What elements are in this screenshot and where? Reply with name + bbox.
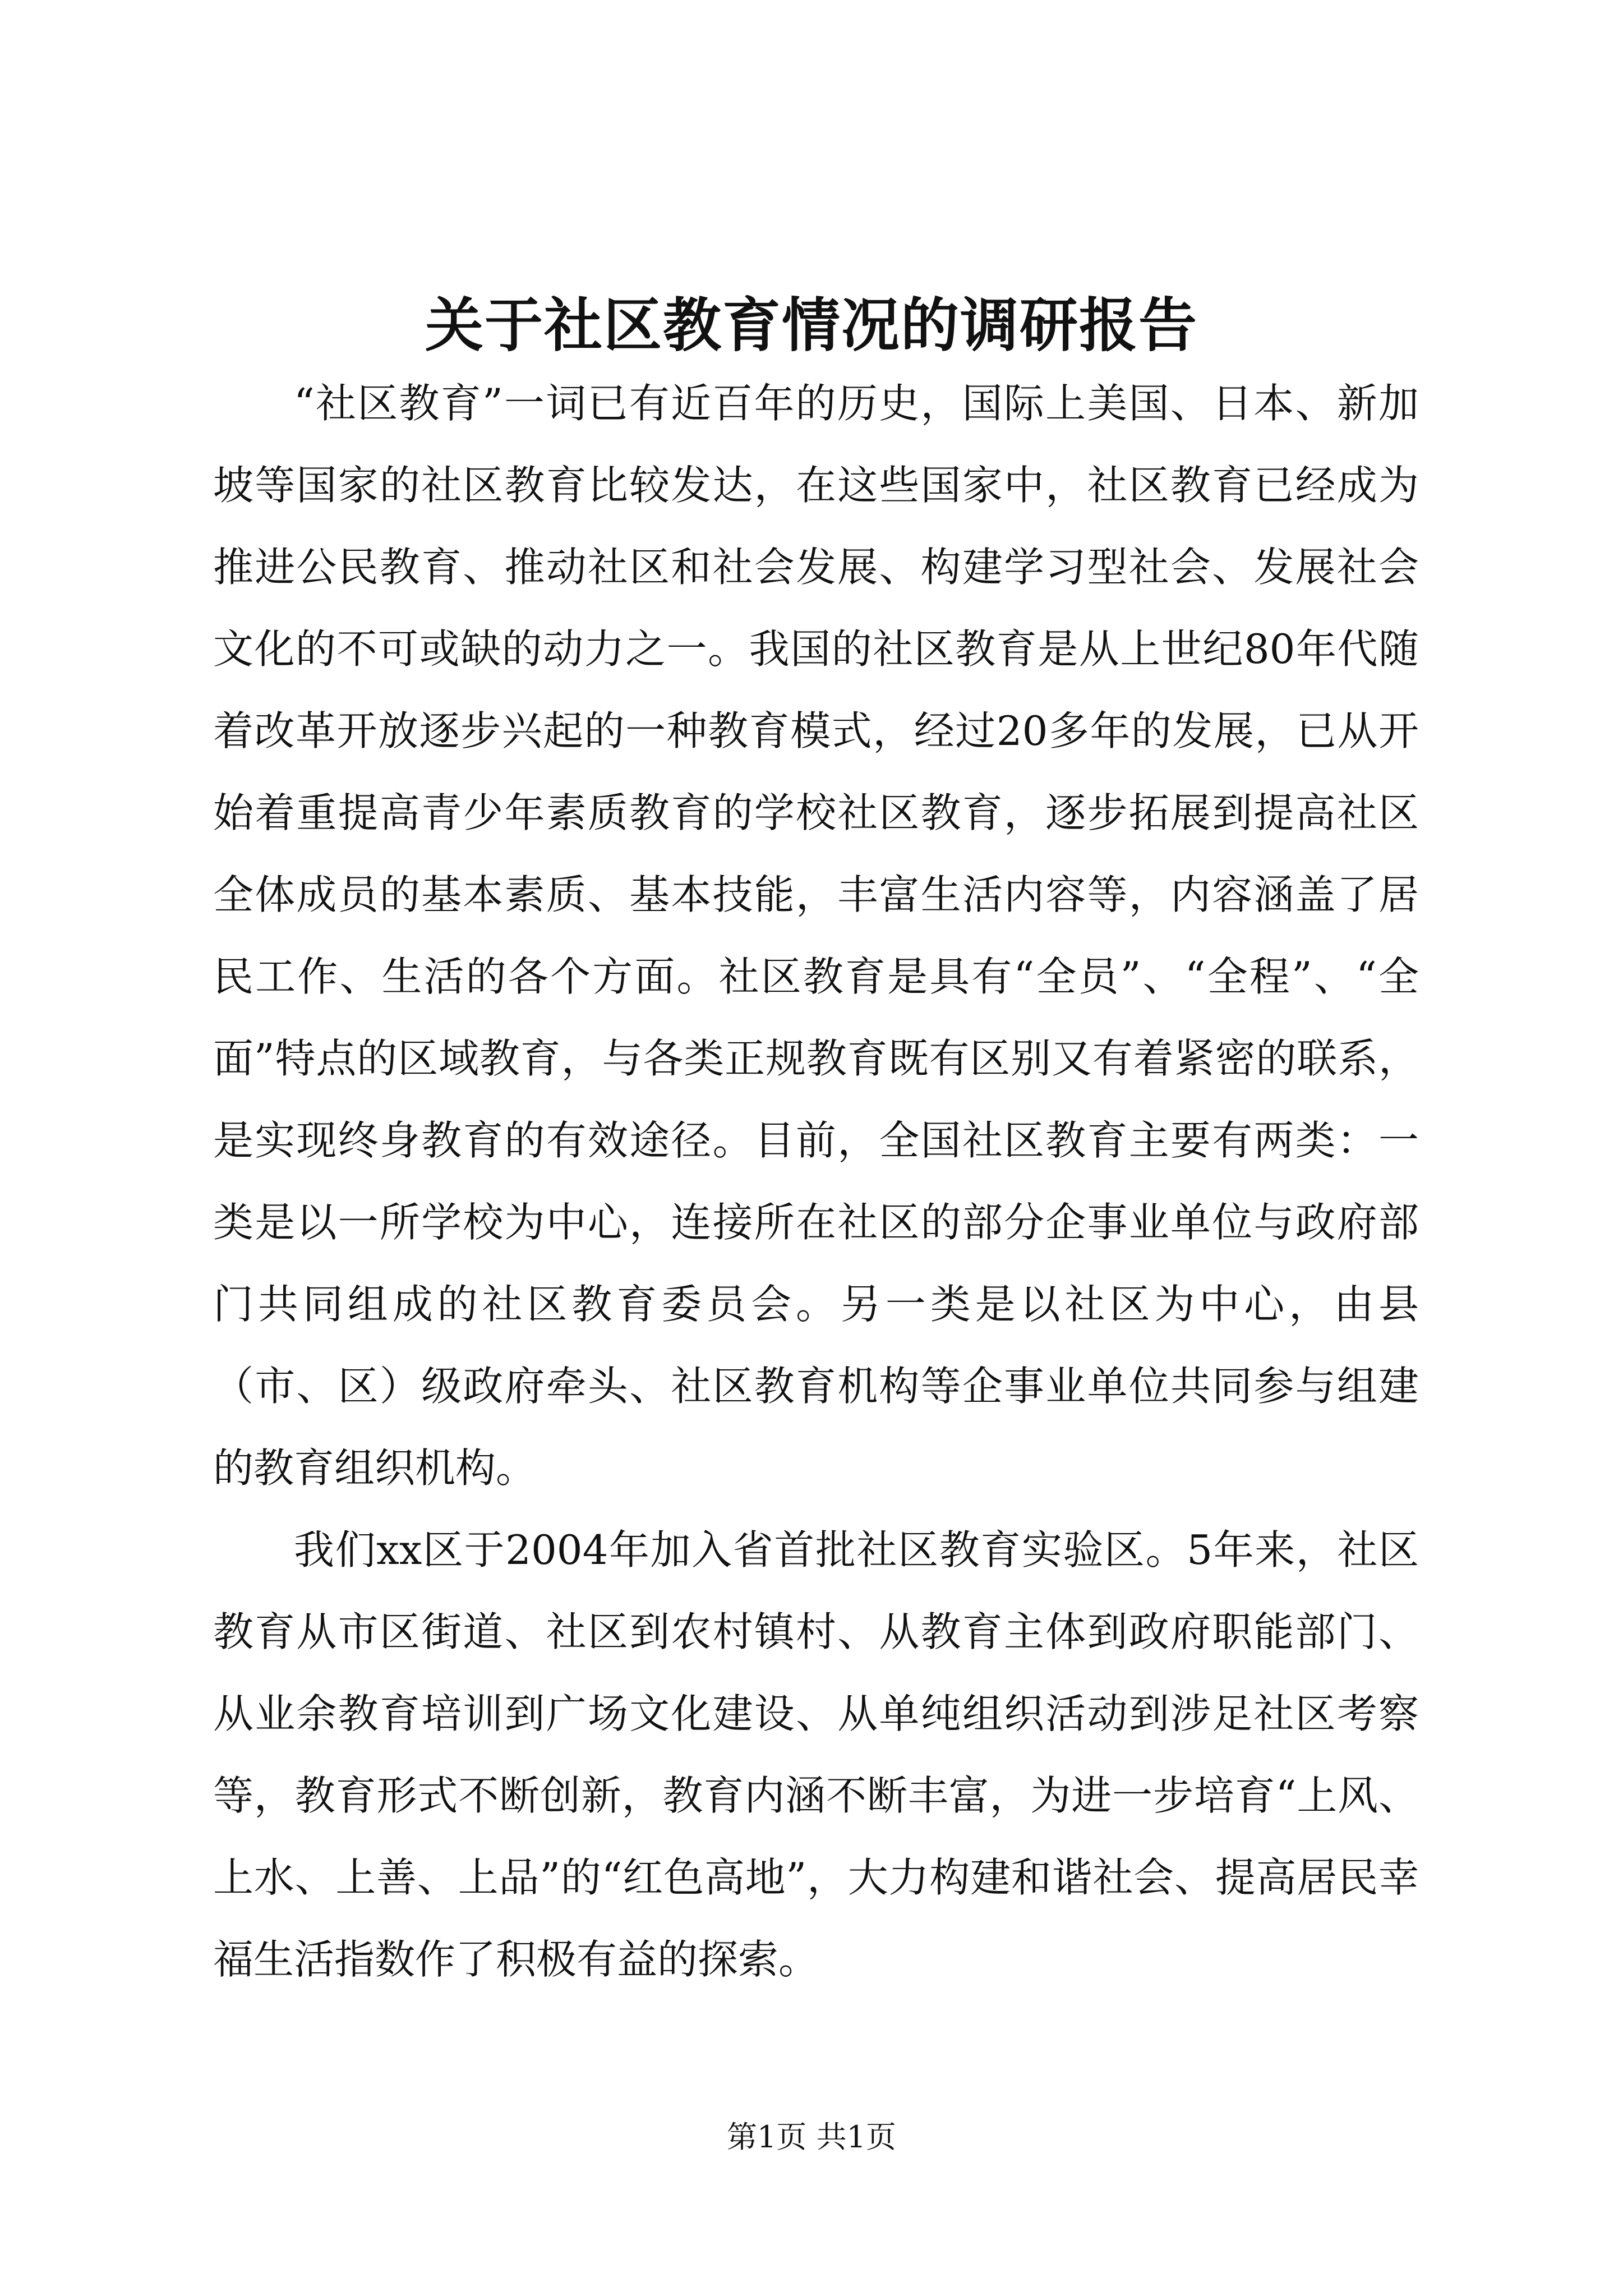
paragraph-2: 我们xx区于2004年加入省首批社区教育实验区。5年来，社区教育从市区街道、社区到农村镇村、从教育主体到政府职能部门、从业余教育培训到广场文化建设、从单纯组织活动到涉足社区考察等，教育形式不断创新，教育内涵不断丰富，为进一步培育“上风、上水、上善、上品”的“红色高地”，大力构建和谐社会、提高居民幸福生活指数作了积极有益的探索。	[213, 1526, 1419, 1983]
page-number-footer: 第1页 共1页	[727, 2119, 896, 2155]
paragraph-1: “社区教育”一词已有近百年的历史，国际上美国、日本、新加坡等国家的社区教育比较发达，在这些国家中，社区教育已经成为推进公民教育、推动社区和社会发展、构建学习型社会、发展社会文化的不可或缺的动力之一。我国的社区教育是从上世纪80年代随着改革开放逐步兴起的一种教育模式，经过20多年的发展，已从开始着重提高青少年素质教育的学校社区教育，逐步拓展到提高社区全体成员的基本素质、基本技能，丰富生活内容等，内容涵盖了居民工作、生活的各个方面。社区教育是具有“全员”、“全程”、“全面”特点的区域教育，与各类正规教育既有区别又有着紧密的联系，是实现终身教育的有效途径。目前，全国社区教育主要有两类：一类是以一所学校为中心，连接所在社区的部分企事业单位与政府部门共同组成的社区教育委员会。另一类是以社区为中心，由县（市、区）级政府牵头、社区教育机构等企事业单位共同参与组建的教育组织机构。	[213, 380, 1419, 1492]
document-body	[213, 362, 1419, 2000]
document-title: 关于社区教育情况的调研报告	[425, 291, 1198, 360]
